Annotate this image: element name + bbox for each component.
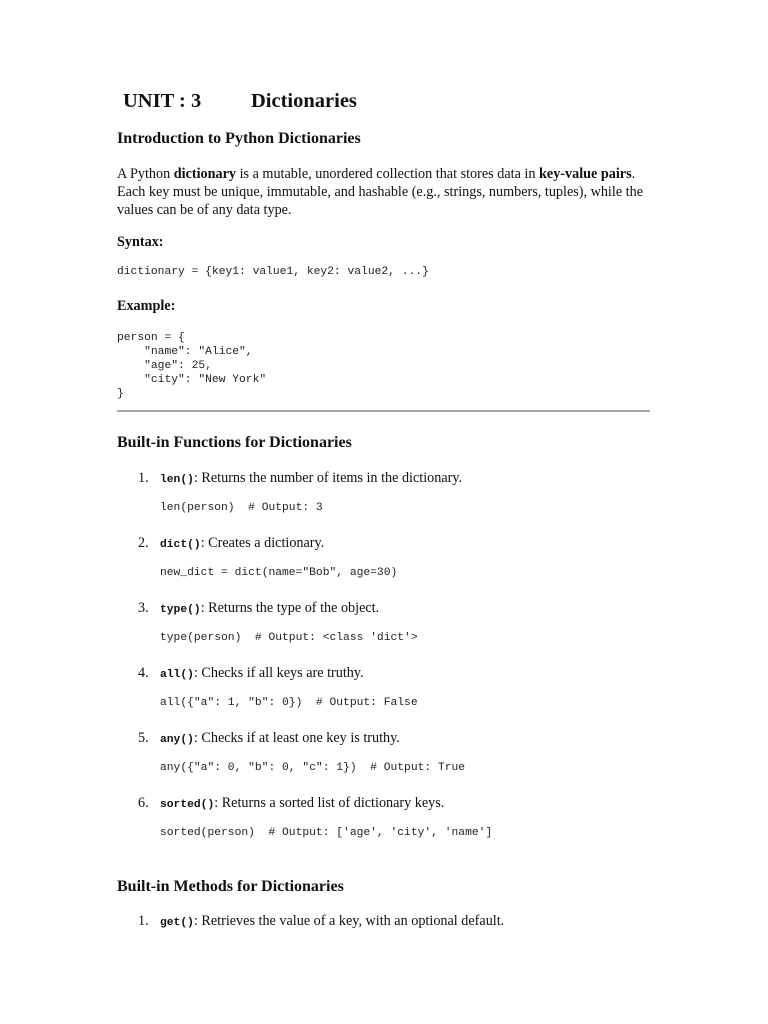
unit-topic: Dictionaries: [251, 90, 357, 112]
unit-number: UNIT : 3: [123, 90, 202, 112]
syntax-label: Syntax:: [117, 234, 164, 250]
function-name: len(): [160, 474, 194, 486]
item-number: 6.: [138, 795, 149, 811]
function-name: sorted(): [160, 799, 215, 811]
item-description: [160, 729, 400, 749]
item-number: 3.: [138, 600, 149, 616]
method-desc: : Retrieves the value of a key, with an optional default.: [193, 913, 505, 929]
intro-bold-key-value: key-value pairs: [539, 166, 632, 182]
page-title: [123, 88, 357, 114]
functions-heading: Built-in Functions for Dictionaries: [117, 434, 352, 451]
intro-paragraph: [117, 165, 650, 219]
function-name: type(): [160, 604, 201, 616]
item-description: [160, 534, 324, 554]
intro-text-2: is a mutable, unordered collection that stores data in: [236, 166, 539, 182]
example-label: Example:: [117, 298, 176, 314]
item-number: 1.: [138, 470, 149, 486]
intro-text-1: A Python: [117, 166, 174, 182]
function-name: all(): [160, 669, 194, 681]
method-name: get(): [160, 917, 194, 929]
item-number: 5.: [138, 730, 149, 746]
methods-heading: Built-in Methods for Dictionaries: [117, 878, 344, 895]
function-code: any({"a": 0, "b": 0, "c": 1}) # Output: True: [160, 762, 466, 774]
horizontal-divider: [117, 410, 650, 412]
item-description: [160, 794, 444, 814]
item-description: [160, 912, 504, 932]
function-code: all({"a": 1, "b": 0}) # Output: False: [160, 697, 418, 709]
function-desc: : Creates a dictionary.: [200, 535, 325, 551]
example-code-block: person = { "name": "Alice", "age": 25, "city": "New York" }: [117, 332, 267, 400]
syntax-code-block: dictionary = {key1: value1, key2: value2, ...}: [117, 266, 429, 278]
function-desc: : Returns the number of items in the dictionary.: [193, 470, 463, 486]
item-number: 2.: [138, 535, 149, 551]
function-desc: : Returns a sorted list of dictionary keys.: [214, 795, 445, 811]
function-code: new_dict = dict(name="Bob", age=30): [160, 567, 398, 579]
intro-heading: Introduction to Python Dictionaries: [117, 130, 361, 147]
intro-text-3: . Each key must be unique, immutable, and hashable (e.g., strings, numbers, tuples), while the values can be of any data type.: [117, 166, 643, 218]
intro-bold-dictionary: dictionary: [173, 166, 237, 182]
item-number: 1.: [138, 913, 149, 929]
item-description: [160, 599, 379, 619]
item-description: [160, 469, 462, 489]
function-code: len(person) # Output: 3: [160, 502, 323, 514]
item-description: [160, 664, 364, 684]
function-name: any(): [160, 734, 194, 746]
function-name: dict(): [160, 539, 201, 551]
function-desc: : Checks if all keys are truthy.: [193, 665, 364, 681]
function-desc: : Checks if at least one key is truthy.: [193, 730, 400, 746]
function-desc: : Returns the type of the object.: [200, 600, 380, 616]
function-code: type(person) # Output: <class 'dict'>: [160, 632, 418, 644]
function-code: sorted(person) # Output: ['age', 'city', 'name']: [160, 827, 493, 839]
item-number: 4.: [138, 665, 149, 681]
